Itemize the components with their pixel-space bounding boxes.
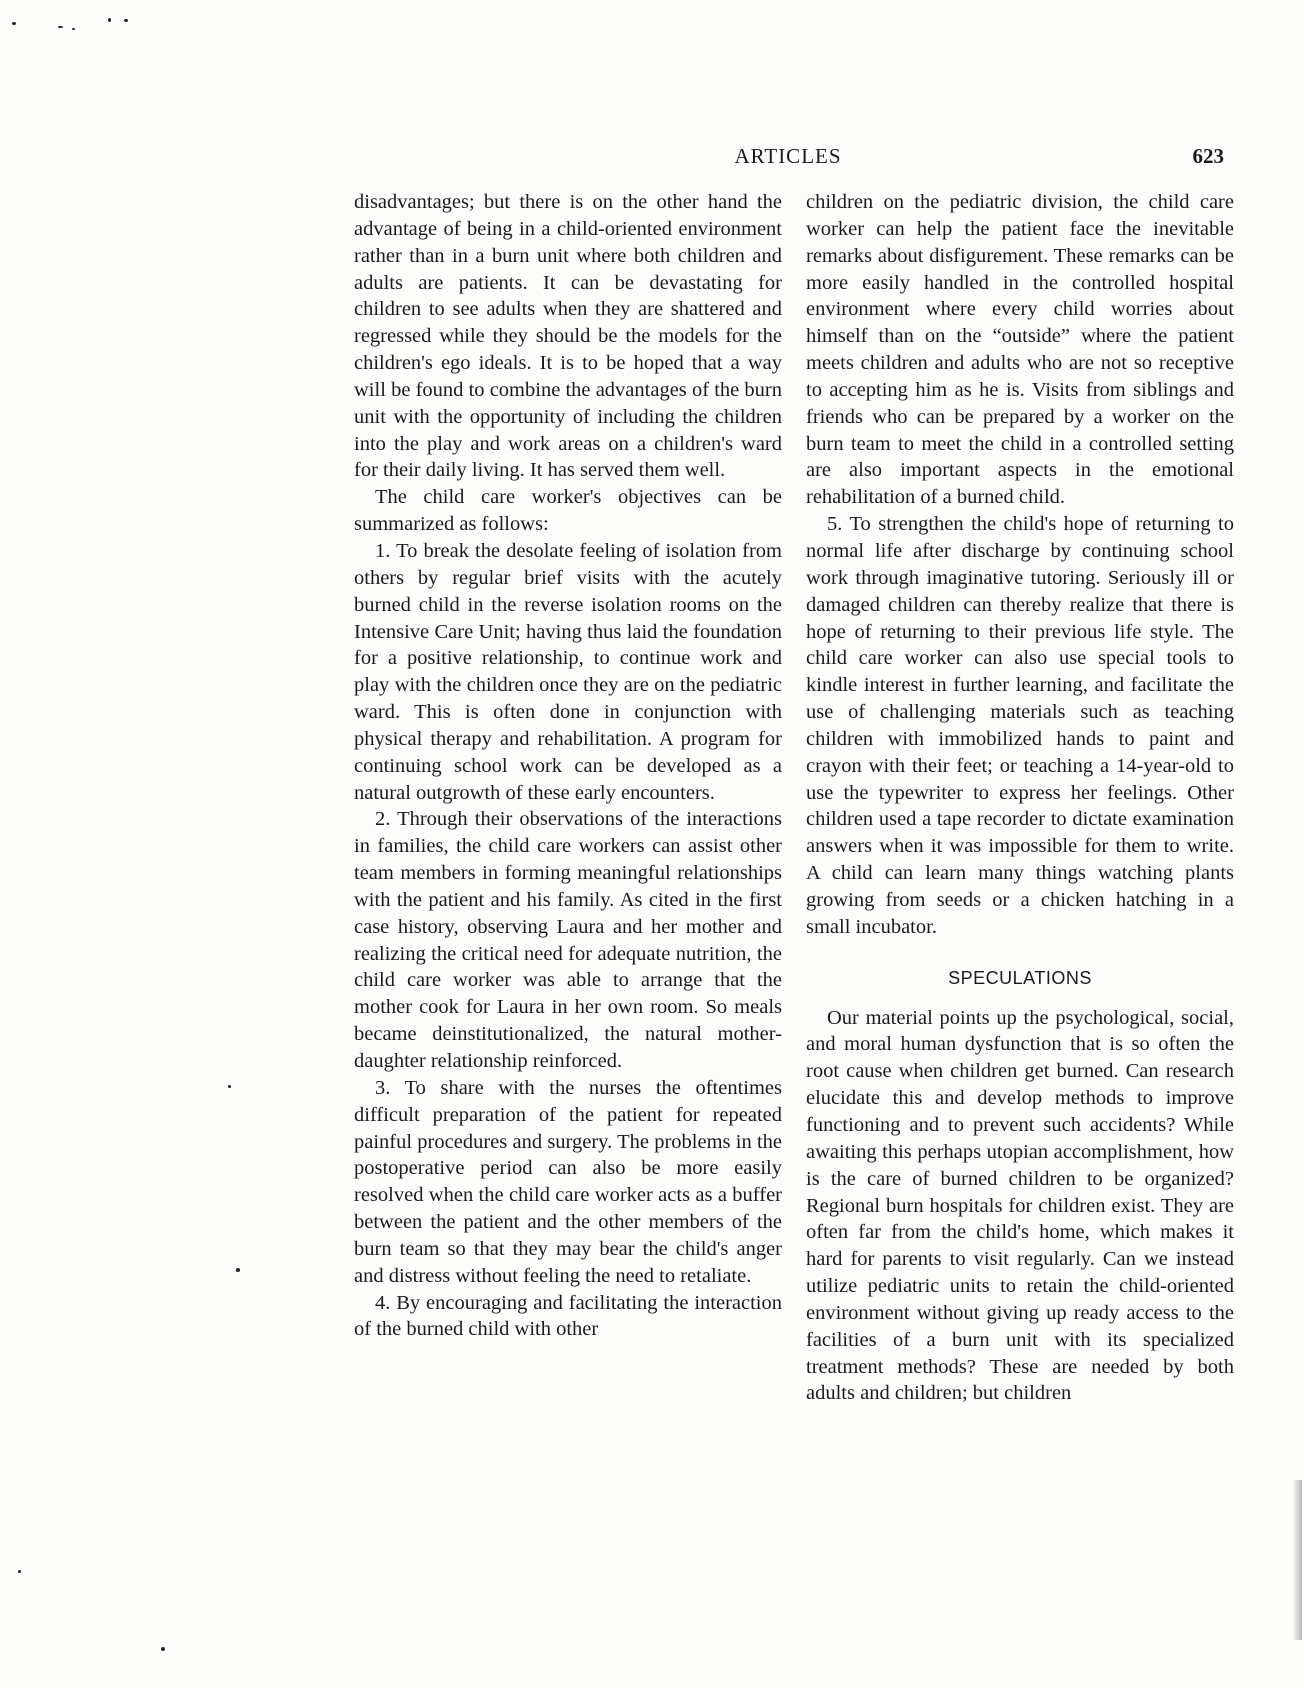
list-item-objective-5: 5. To strengthen the child's hope of returning to normal life after discharge by continuing school work through imaginative tutoring. Seriously ill or damaged children can thereby realize that there is hope of returning to their previous life style. The child care worker can also use special tools to kindle interest in further learning, and facilitate the use of challenging materials such as teaching children with immobilized hands to paint and crayon with their feet; or teaching a 14-year-old to use the typewriter to express her feelings. Other children used a tape recorder to dictate examination answers when it was impossible for them to write. A child can learn many things watching plants growing from seeds or a chicken hatching in a small incubator. bbox=[806, 513, 1234, 938]
paragraph: Our material points up the psychological, social, and moral human dysfunction that is so often the root cause when children get burned. Can research elucidate this and develop methods to improve functioning and to prevent such accidents? While awaiting this perhaps utopian accomplishment, how is the care of burned children to be organized? Regional burn hospitals for children exist. They are often far from the child's home, which makes it hard for parents to visit regularly. Can we instead utilize pediatric units to retain the child-oriented environment without giving up ready access to the facilities of a burn unit with its specialized treatment methods? These are needed by both adults and children; but children bbox=[806, 1006, 1234, 1405]
right-column bbox=[806, 189, 1234, 1407]
paragraph: disadvantages; but there is on the other hand the advantage of being in a child-oriented environment rather than in a burn unit where both children and adults are patients. It can be devastating for children to see adults when they are shattered and regressed while they should be the models for the children's ego ideals. It is to be hoped that a way will be found to combine the advantages of the burn unit with the opportunity of including the children into the play and work areas on a children's ward for their daily living. It has served them well. bbox=[354, 191, 782, 482]
page-number: 623 bbox=[1192, 144, 1224, 168]
scan-speck bbox=[228, 1085, 231, 1088]
running-head-title: ARTICLES bbox=[734, 144, 842, 168]
scan-speck bbox=[236, 1268, 240, 1272]
running-head bbox=[352, 143, 1224, 169]
scan-speck bbox=[58, 26, 63, 28]
scan-speck bbox=[108, 18, 111, 22]
paragraph: children on the pediatric division, the child care worker can help the patient face the inevitable remarks about disfigurement. These remarks can be more easily handled in the controlled hospital environment where every child worries about himself than on the “outside” where the patient meets children and adults who are not so receptive to accepting him as he is. Visits from siblings and friends who can be prepared by a worker on the burn team to meet the child in a controlled setting are also important aspects in the emotional rehabilitation of a burned child. bbox=[806, 191, 1234, 509]
scan-speck bbox=[12, 22, 16, 25]
list-item-objective-1: 1. To break the desolate feeling of isolation from others by regular brief visits with the acutely burned child in the reverse isolation rooms on the Intensive Care Unit; having thus laid the foundation for a positive relationship, to continue work and play with the children once they are on the pediatric ward. This is often done in conjunction with physical therapy and rehabilitation. A program for continuing school work can be developed as a natural outgrowth of these early encounters. bbox=[354, 539, 782, 804]
scan-speck bbox=[72, 28, 75, 30]
list-item-objective-3: 3. To share with the nurses the oftentimes difficult preparation of the patient for repeated painful procedures and surgery. The problems in the postoperative period can also be more easily resolved when the child care worker acts as a buffer between the patient and the other members of the burn team so that they may bear the child's anger and distress without feeling the need to retaliate. bbox=[354, 1076, 782, 1287]
section-heading: SPECULATIONS bbox=[948, 967, 1092, 988]
scan-speck bbox=[124, 19, 128, 22]
scan-edge-shadow bbox=[1292, 1480, 1302, 1640]
scan-speck bbox=[161, 1647, 165, 1651]
paragraph: The child care worker's objectives can be summarized as follows: bbox=[354, 486, 782, 536]
scan-speck bbox=[18, 1570, 21, 1573]
left-column bbox=[354, 189, 782, 1343]
list-item-objective-2: 2. Through their observations of the interactions in families, the child care workers can assist other team members in forming meaningful relationships with the patient and his family. As cited in the first case history, observing Laura and her mother and realizing the critical need for adequate nutrition, the child care worker was able to arrange that the mother cook for Laura in her own room. So meals became deinstitutionalized, the natural mother-daughter relationship reinforced. bbox=[354, 808, 782, 1072]
list-item-objective-4: 4. By encouraging and facilitating the interaction of the burned child with other bbox=[354, 1291, 782, 1341]
